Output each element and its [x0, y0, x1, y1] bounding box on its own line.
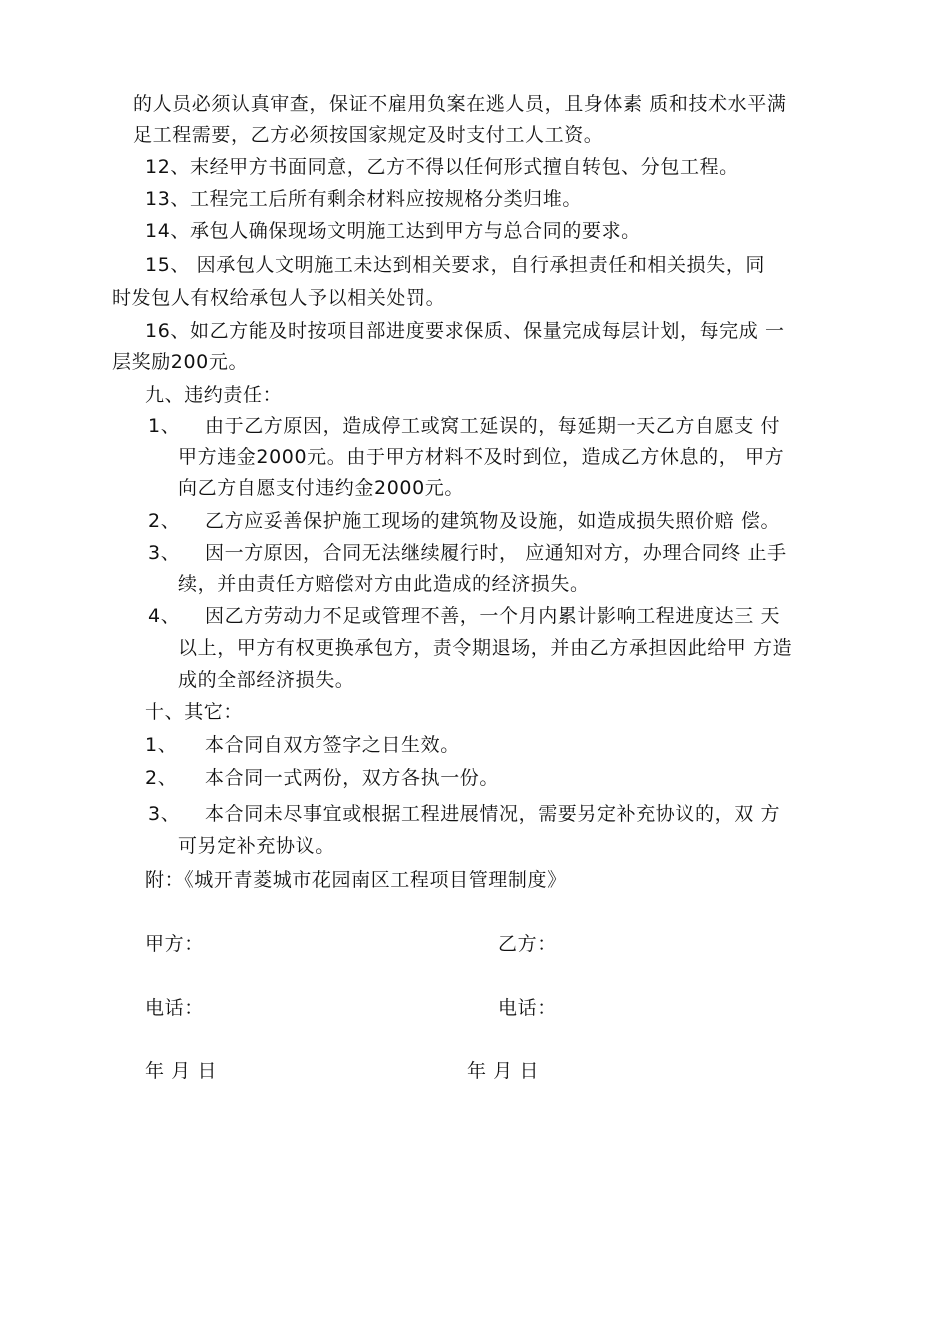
breach-item-3-line-1: 因一方原因，合同无法继续履行时， 应通知对方，办理合同终 止手 [205, 542, 787, 564]
breach-item-3-line-2: 续，并由责任方赔偿对方由此造成的经济损失。 [178, 573, 590, 595]
clause-14: 14、承包人确保现场文明施工达到甲方与总合同的要求。 [145, 220, 641, 242]
attachment-note: 附：《城开青菱城市花园南区工程项目管理制度》 [145, 869, 567, 891]
date-b: 年 月 日 [467, 1060, 540, 1082]
breach-item-3-number: 3、 [148, 542, 181, 564]
other-item-1-line-1: 本合同自双方签字之日生效。 [205, 734, 460, 756]
other-item-1-number: 1、 [145, 734, 178, 756]
clause-16-line-2: 层奖励200元。 [112, 351, 249, 373]
section-9-heading: 九、违约责任： [145, 384, 283, 406]
breach-item-2-number: 2、 [148, 510, 181, 532]
clause-16-line-1: 16、如乙方能及时按项目部进度要求保质、保量完成每层计划，每完成 一 [145, 320, 785, 342]
clause-13: 13、工程完工后所有剩余材料应按规格分类归堆。 [145, 188, 582, 210]
breach-item-4-line-2: 以上，甲方有权更换承包方，责令期退场，并由乙方承担因此给甲 方造 [178, 637, 793, 659]
other-item-2-line-1: 本合同一式两份，双方各执一份。 [205, 767, 500, 789]
other-item-3-line-2: 可另定补充协议。 [178, 835, 335, 857]
phone-a-label: 电话： [145, 997, 204, 1019]
other-item-2-number: 2、 [145, 767, 178, 789]
date-a: 年 月 日 [145, 1060, 218, 1082]
breach-item-1-number: 1、 [148, 415, 181, 437]
section-10-heading: 十、其它： [145, 701, 244, 723]
continuation-line-2: 足工程需要，乙方必须按国家规定及时支付工人工资。 [133, 124, 604, 146]
clause-15-line-2: 时发包人有权给承包人予以相关处罚。 [112, 287, 446, 309]
breach-item-1-line-1: 由于乙方原因，造成停工或窝工延误的，每延期一天乙方自愿支 付 [205, 415, 781, 437]
clause-15-line-1: 15、 因承包人文明施工未达到相关要求，自行承担责任和相关损失，同 [145, 254, 766, 276]
breach-item-4-line-1: 因乙方劳动力不足或管理不善，一个月内累计影响工程进度达三 天 [205, 605, 781, 627]
party-b-label: 乙方： [498, 933, 557, 955]
other-item-3-line-1: 本合同未尽事宜或根据工程进展情况，需要另定补充协议的，双 方 [205, 803, 781, 825]
breach-item-2-line-1: 乙方应妥善保护施工现场的建筑物及设施，如造成损失照价赔 偿。 [205, 510, 781, 532]
party-a-label: 甲方： [145, 933, 204, 955]
other-item-3-number: 3、 [148, 803, 181, 825]
breach-item-1-line-2: 甲方违金2000元。由于甲方材料不及时到位，造成乙方休息的， 甲方 [178, 446, 785, 468]
clause-12: 12、末经甲方书面同意，乙方不得以任何形式擅自转包、分包工程。 [145, 156, 739, 178]
breach-item-4-line-3: 成的全部经济损失。 [178, 669, 355, 691]
breach-item-1-line-3: 向乙方自愿支付违约金2000元。 [178, 477, 464, 499]
breach-item-4-number: 4、 [148, 605, 181, 627]
continuation-line-1: 的人员必须认真审查，保证不雇用负案在逃人员，且身体素 质和技术水平满 [133, 93, 787, 115]
phone-b-label: 电话： [498, 997, 557, 1019]
